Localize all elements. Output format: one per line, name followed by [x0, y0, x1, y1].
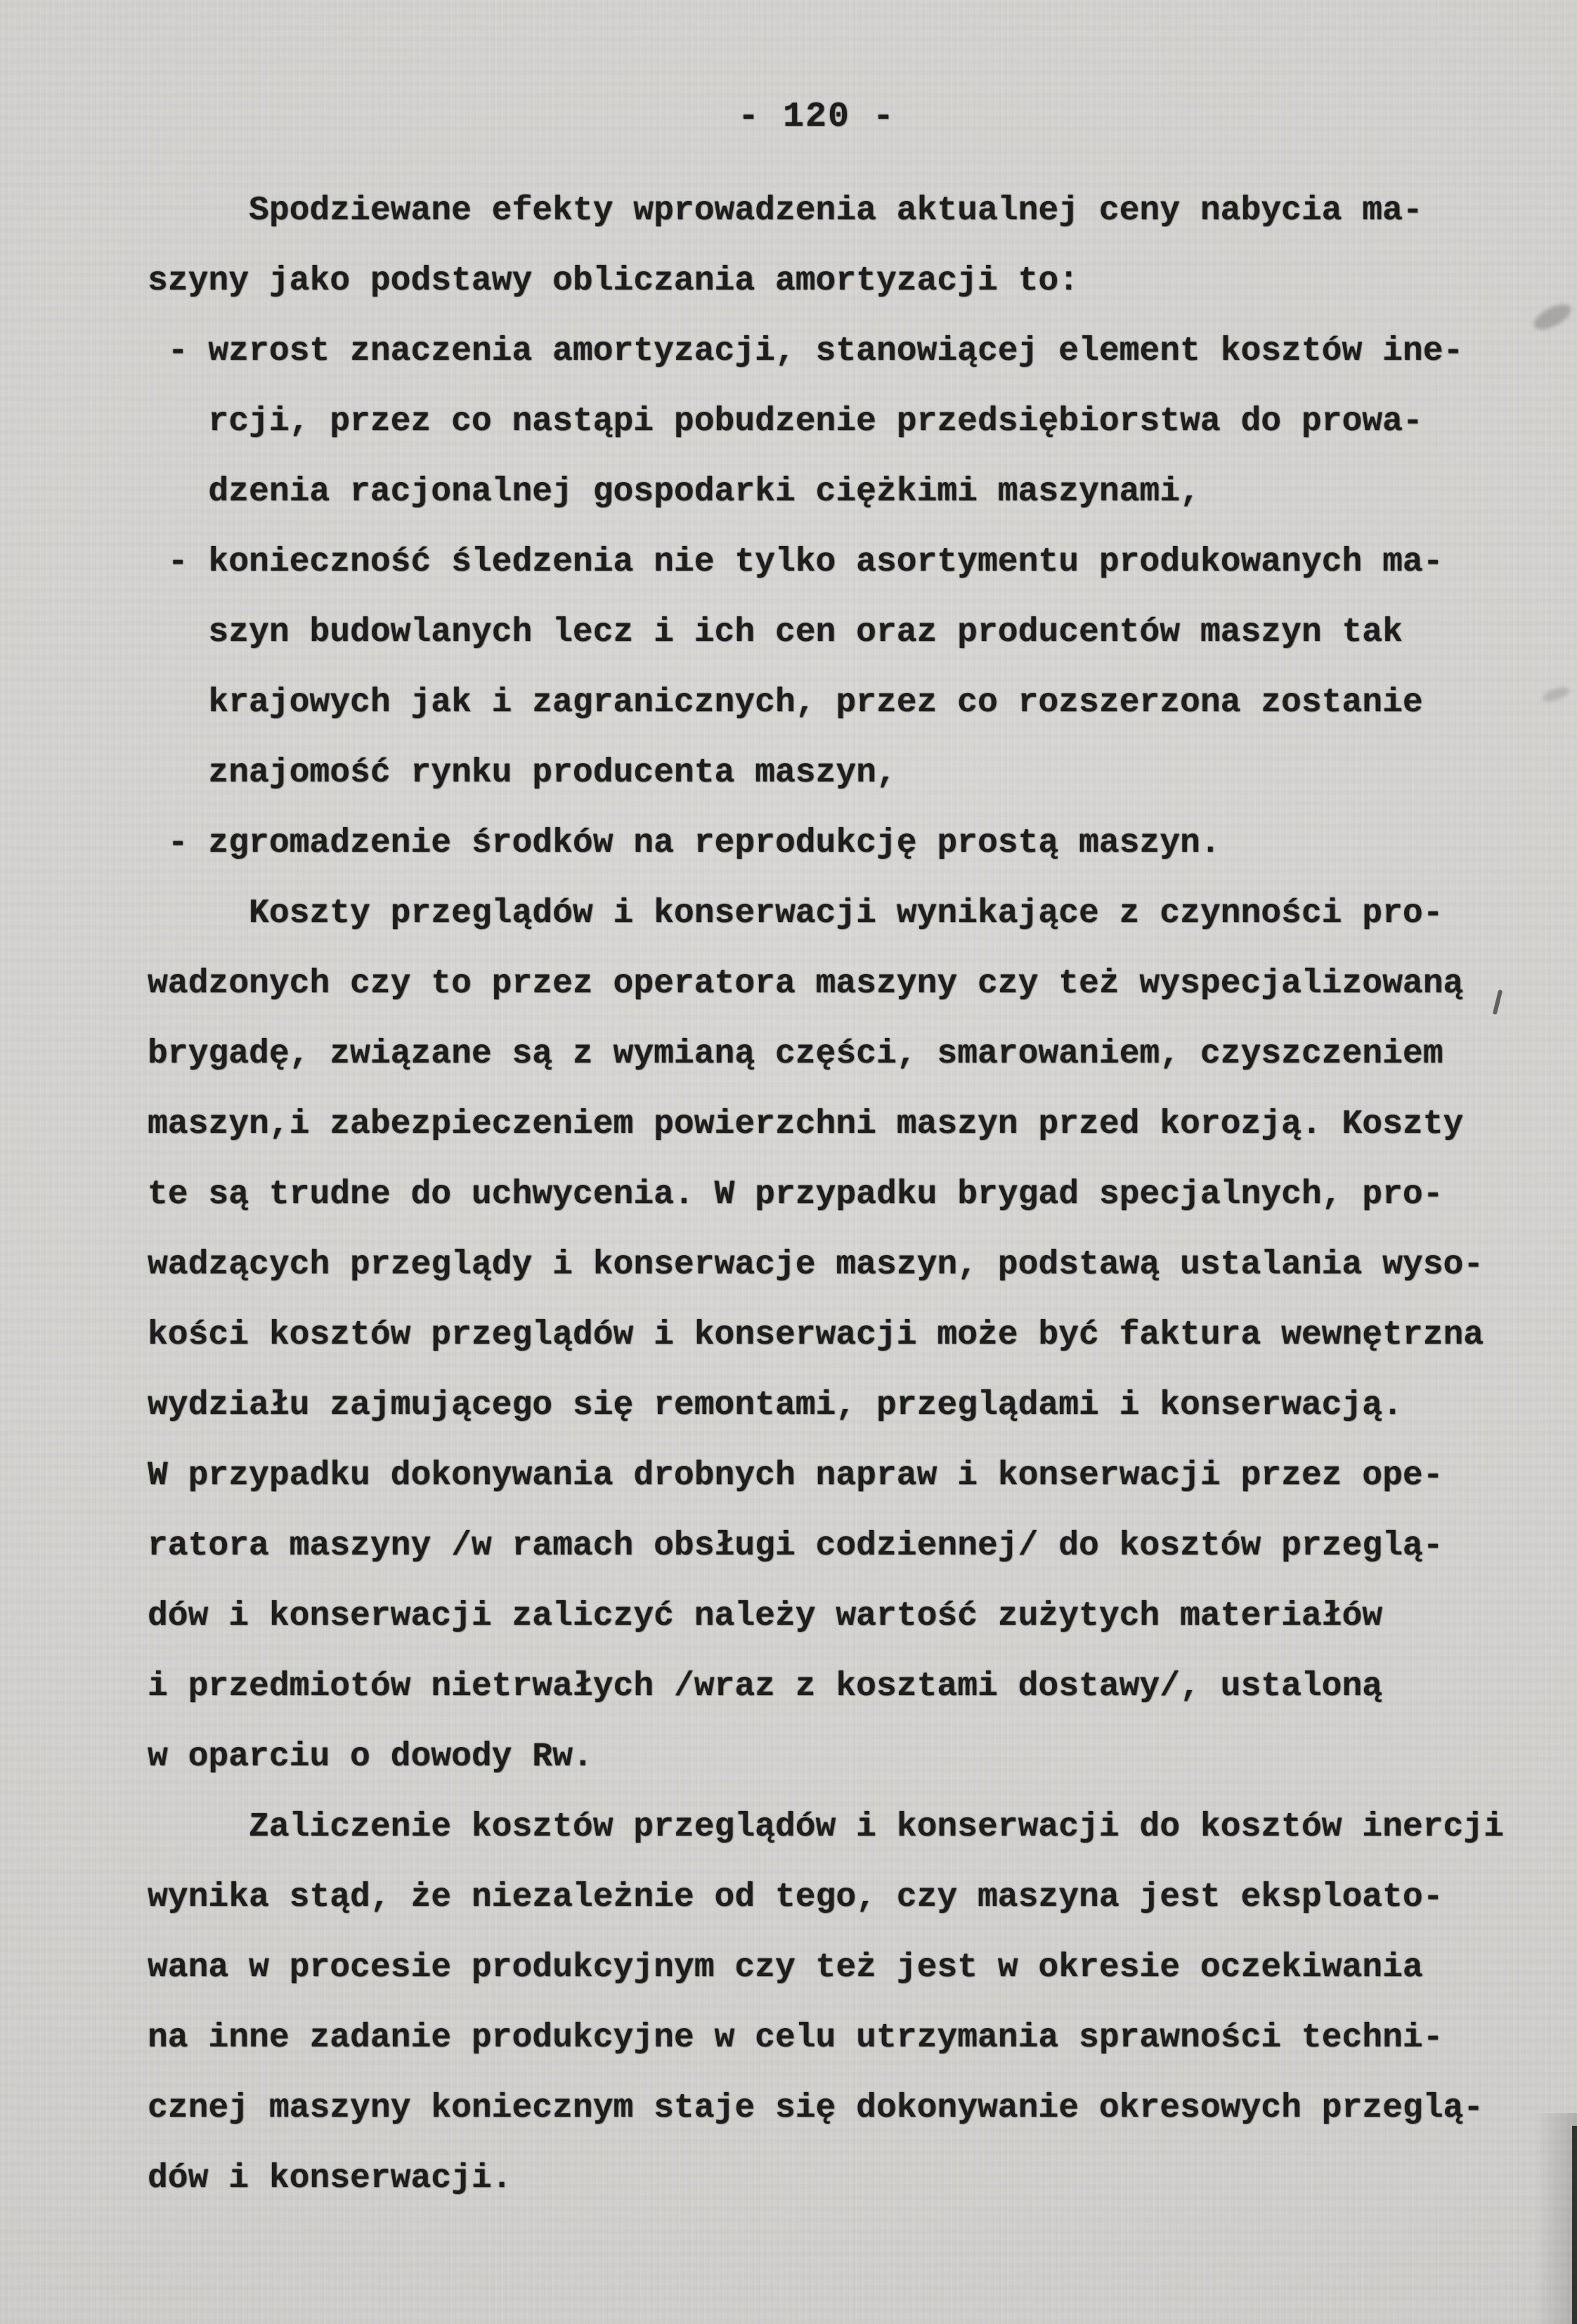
- text-line: Koszty przeglądów i konserwacji wynikające z czynności pro-: [249, 895, 1443, 933]
- text-line: na inne zadanie produkcyjne w celu utrzymania sprawności techni-: [148, 2019, 1443, 2057]
- text-line: dów i konserwacji.: [148, 2160, 512, 2198]
- text-line: krajowych jak i zagranicznych, przez co rozszerzona zostanie: [208, 684, 1423, 722]
- text-line: wadzących przeglądy i konserwacje maszyn, podstawą ustalania wyso-: [148, 1246, 1484, 1284]
- text-line: te są trudne do uchwycenia. W przypadku brygad specjalnych, pro-: [148, 1176, 1443, 1214]
- scan-edge-shadow: [1535, 2113, 1577, 2324]
- text-line: - zgromadzenie środków na reprodukcję prostą maszyn.: [167, 824, 1221, 862]
- text-line: znajomość rynku producenta maszyn,: [208, 754, 897, 792]
- text-line: Zaliczenie kosztów przeglądów i konserwacji do kosztów inercji: [249, 1808, 1504, 1846]
- page-number: - 120 -: [737, 97, 896, 137]
- scan-smudge: [1530, 299, 1574, 335]
- text-line: Spodziewane efekty wprowadzenia aktualnej ceny nabycia ma-: [249, 192, 1423, 230]
- text-line: wynika stąd, że niezależnie od tego, czy maszyna jest eksploato-: [148, 1878, 1443, 1916]
- text-line: wadzonych czy to przez operatora maszyny czy też wyspecjalizowaną: [148, 965, 1464, 1003]
- text-line: dów i konserwacji zaliczyć należy wartość zużytych materiałów: [148, 1597, 1383, 1635]
- text-block: [148, 176, 1525, 2214]
- text-line: kości kosztów przeglądów i konserwacji może być faktura wewnętrzna: [148, 1316, 1484, 1354]
- text-line: ratora maszyny /w ramach obsługi codziennej/ do kosztów przeglą-: [148, 1527, 1443, 1565]
- text-line: wana w procesie produkcyjnym czy też jest w okresie oczekiwania: [148, 1949, 1423, 1987]
- text-line: - wzrost znaczenia amortyzacji, stanowiącej element kosztów ine-: [167, 332, 1464, 370]
- text-line: wydziału zajmującego się remontami, przeglądami i konserwacją.: [148, 1387, 1403, 1424]
- text-line: szyny jako podstawy obliczania amortyzacji to:: [148, 262, 1079, 300]
- text-line: i przedmiotów nietrwałych /wraz z kosztami dostawy/, ustaloną: [148, 1668, 1383, 1706]
- text-line: - konieczność śledzenia nie tylko asortymentu produkowanych ma-: [167, 543, 1443, 581]
- text-line: rcji, przez co nastąpi pobudzenie przedsiębiorstwa do prowa-: [208, 403, 1423, 441]
- text-line: brygadę, związane są z wymianą części, smarowaniem, czyszczeniem: [148, 1035, 1443, 1073]
- text-line: dzenia racjonalnej gospodarki ciężkimi maszynami,: [208, 473, 1200, 511]
- text-line: w oparciu o dowody Rw.: [148, 1738, 593, 1776]
- text-line: szyn budowlanych lecz i ich cen oraz producentów maszyn tak: [208, 614, 1403, 651]
- text-line: W przypadku dokonywania drobnych napraw i konserwacji przez ope-: [148, 1457, 1443, 1495]
- text-line: maszyn,i zabezpieczeniem powierzchni maszyn przed korozją. Koszty: [148, 1105, 1464, 1143]
- scan-edge-artifact: [1572, 2126, 1577, 2324]
- scan-smudge: [1540, 684, 1571, 705]
- text-line: cznej maszyny koniecznym staje się dokonywanie okresowych przeglą-: [148, 2089, 1484, 2127]
